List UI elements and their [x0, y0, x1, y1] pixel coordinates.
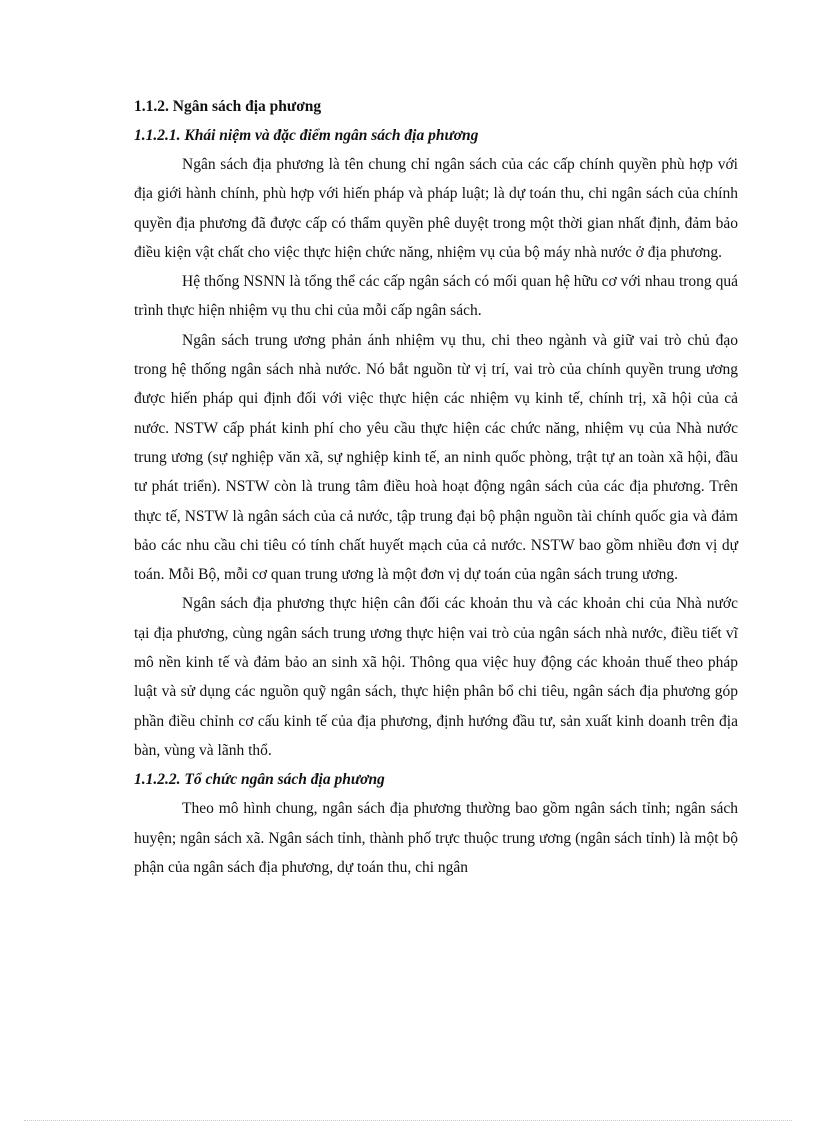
paragraph-definition: Ngân sách địa phương là tên chung chỉ ngân sách của các cấp chính quyền phù hợp với địa giới hành chính, phù hợp với hiến pháp và pháp luật; là dự toán thu, chi ngân sách của chính quyền địa phương đã được cấp có thẩm quyền phê duyệt trong một thời gian nhất định, đảm bảo điều kiện vật chất cho việc thực hiện chức năng, nhiệm vụ của bộ máy nhà nước ở địa phương.	[134, 156, 738, 261]
paragraph-local-budget-role: Ngân sách địa phương thực hiện cân đối các khoản thu và các khoản chi của Nhà nước tại địa phương, cùng ngân sách trung ương thực hiện vai trò của ngân sách nhà nước, điều tiết vĩ mô nền kinh tế và đảm bảo an sinh xã hội. Thông qua việc huy động các khoản thuế theo pháp luật và sử dụng các nguồn quỹ ngân sách, thực hiện phân bổ chi tiêu, ngân sách địa phương góp phần điều chỉnh cơ cấu kinh tế của địa phương, định hướng đầu tư, sản xuất kinh doanh trên địa bàn, vùng và lãnh thổ.	[134, 595, 738, 759]
paragraph-central-budget: Ngân sách trung ương phản ánh nhiệm vụ thu, chi theo ngành và giữ vai trò chủ đạo trong hệ thống ngân sách nhà nước. Nó bắt nguồn từ vị trí, vai trò của chính quyền trung ương được hiến pháp qui định đối với việc thực hiện các nhiệm vụ kinh tế, chính trị, xã hội của cả nước. NSTW cấp phát kinh phí cho yêu cầu thực hiện các chức năng, nhiệm vụ của Nhà nước trung ương (sự nghiệp văn xã, sự nghiệp kinh tế, an ninh quốc phòng, trật tự an toàn xã hội, đầu tư phát triển). NSTW còn là trung tâm điều hoà hoạt động ngân sách của các địa phương. Trên thực tế, NSTW là ngân sách của cả nước, tập trung đại bộ phận nguồn tài chính quốc gia và đảm bảo các nhu cầu chi tiêu có tính chất huyết mạch của cả nước. NSTW bao gồm nhiều đơn vị dự toán. Mỗi Bộ, mỗi cơ quan trung ương là một đơn vị dự toán của ngân sách trung ương.	[134, 331, 738, 584]
page-bottom-divider	[24, 1120, 792, 1121]
section-heading: 1.1.2. Ngân sách địa phương	[134, 98, 322, 115]
subsection-heading-organization: 1.1.2.2. Tổ chức ngân sách địa phương	[134, 771, 385, 789]
paragraph-organization: Theo mô hình chung, ngân sách địa phương thường bao gồm ngân sách tỉnh; ngân sách huyện; ngân sách xã. Ngân sách tỉnh, thành phố trực thuộc trung ương (ngân sách tỉnh) là một bộ phận của ngân sách địa phương, dự toán thu, chi ngân	[134, 800, 738, 876]
document-page	[134, 92, 738, 882]
subsection-heading-concept: 1.1.2.1. Khái niệm và đặc điểm ngân sách địa phương	[134, 127, 479, 144]
paragraph-system: Hệ thống NSNN là tổng thể các cấp ngân sách có mối quan hệ hữu cơ với nhau trong quá trình thực hiện nhiệm vụ thu chi của mỗi cấp ngân sách.	[134, 273, 738, 320]
